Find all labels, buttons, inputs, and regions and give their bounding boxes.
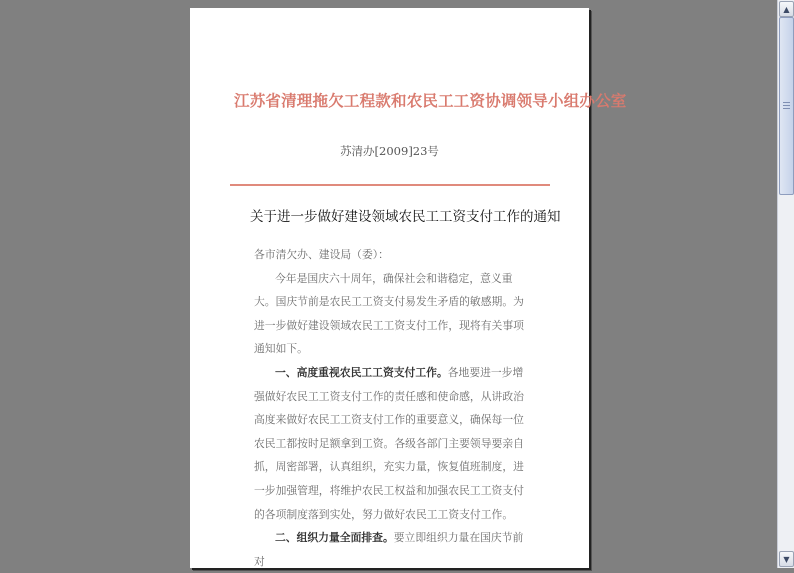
scroll-thumb[interactable] xyxy=(779,17,794,195)
paragraph-intro: 今年是国庆六十周年，确保社会和谐稳定，意义重大。国庆节前是农民工工资支付易发生矛盾的敏感期。为进一步做好建设领域农民工工资支付工作，现将有关事项通知如下。 xyxy=(254,271,524,356)
arrow-down-icon: ▼ xyxy=(783,554,790,564)
arrow-up-icon: ▲ xyxy=(783,4,790,14)
section-1-heading: 一、高度重视农民工工资支付工作。 xyxy=(275,365,448,379)
section-2-heading: 二、组织力量全面排查。 xyxy=(275,531,394,545)
salutation: 各市清欠办、建设局（委）： xyxy=(254,248,389,261)
document-body xyxy=(254,243,534,573)
vertical-scrollbar[interactable] xyxy=(777,0,794,568)
section-2-body: 要立即组织力量在国庆节前对 xyxy=(254,531,524,568)
document-page xyxy=(190,8,627,568)
document-number: 苏清办[2009]23号 xyxy=(340,144,439,158)
issuing-organization: 江苏省清理拖欠工程款和农民工工资协调领导小组办公室 xyxy=(234,91,627,110)
document-title: 关于进一步做好建设领域农民工工资支付工作的通知 xyxy=(250,209,561,225)
scroll-down-button[interactable] xyxy=(779,551,794,567)
paragraph-section-1 xyxy=(254,361,534,526)
red-divider-line xyxy=(230,184,550,186)
section-1-body: 各地要进一步增强做好农民工工资支付工作的责任感和使命感，从讲政治高度来做好农民工工资支付工作的重要意义，确保每一位农民工都按时足额拿到工资。各级各部门主要领导要亲自抓，周密部署，认真组织，充实力量，恢复值班制度，进一步加强管理，将维护农民工权益和加强农民工工资支付的各项制度落到实处，努力做好农民工工资支付工作。 xyxy=(254,365,524,521)
grip-icon xyxy=(783,102,790,110)
scroll-up-button[interactable] xyxy=(779,1,794,17)
paragraph-section-2 xyxy=(254,526,534,573)
